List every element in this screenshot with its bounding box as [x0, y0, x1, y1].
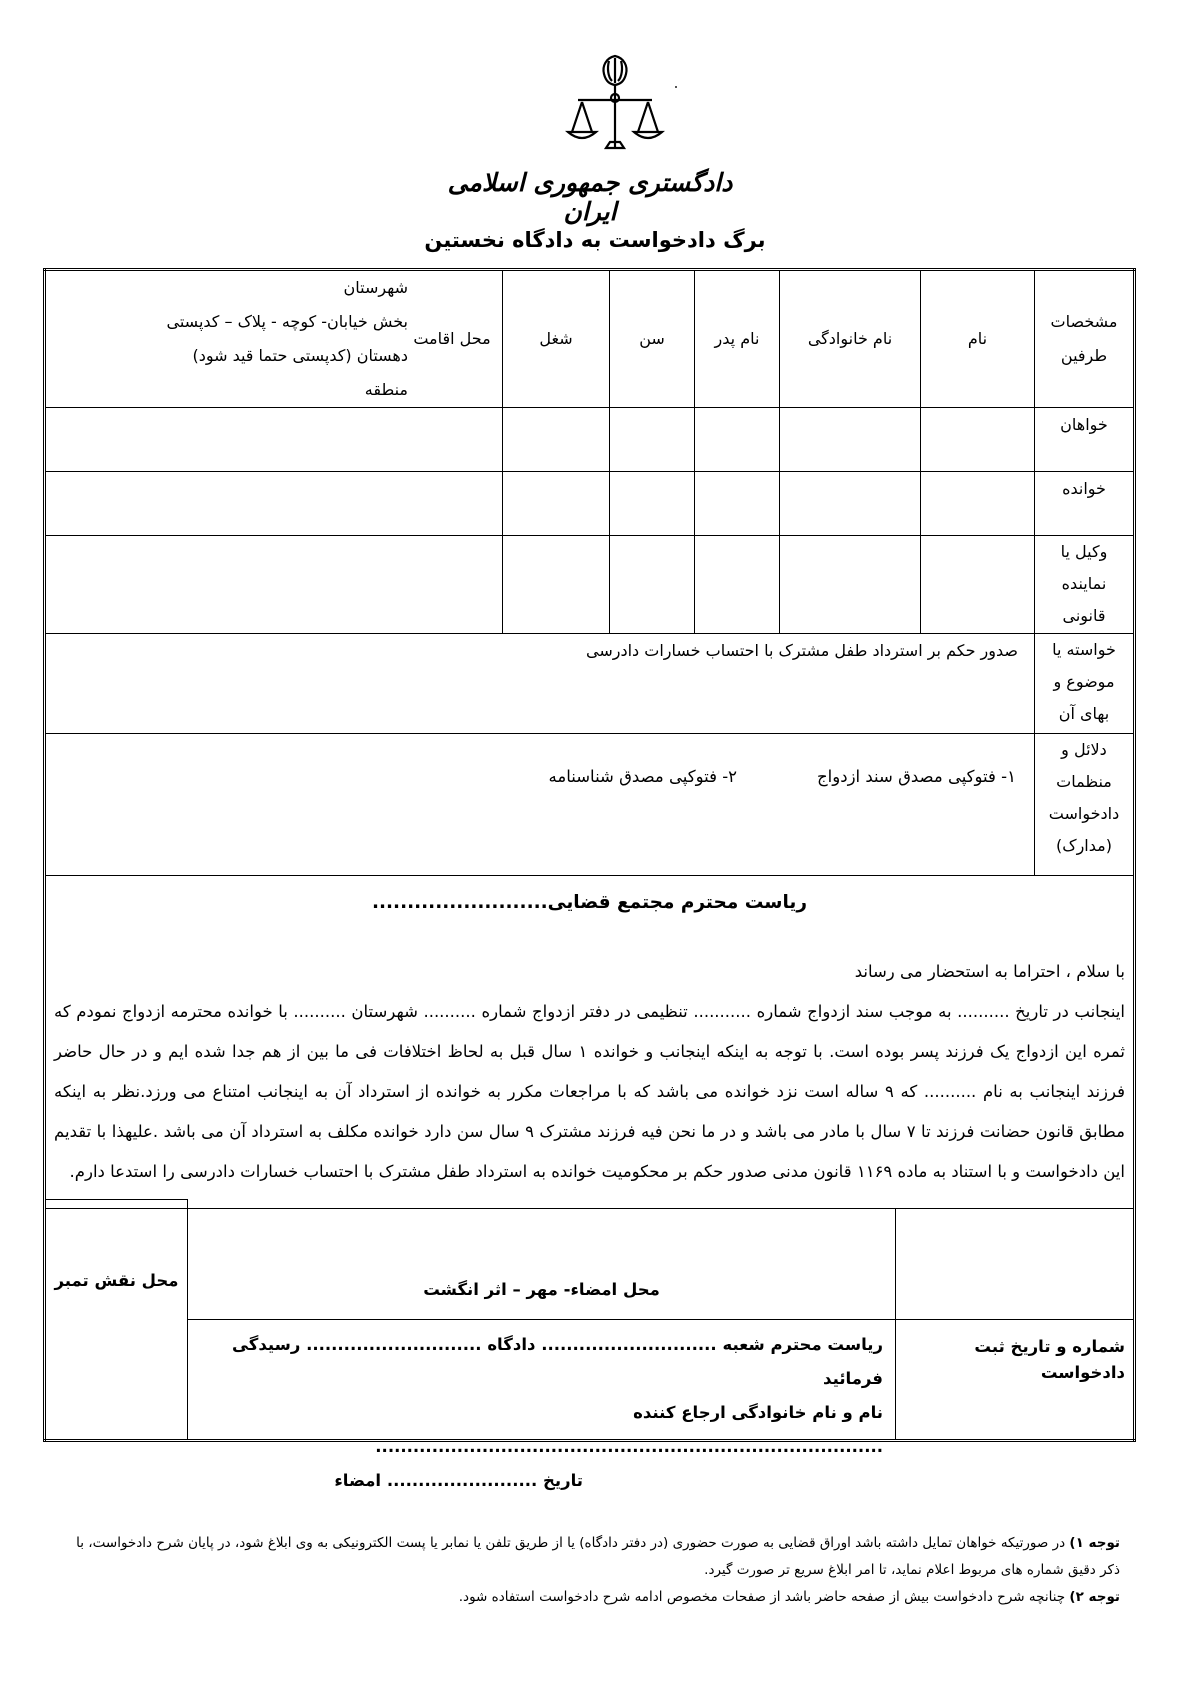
iran-emblem-logo — [560, 52, 670, 162]
job-header: شغل — [503, 270, 610, 408]
request-row — [45, 634, 1135, 734]
letter-row — [45, 876, 1135, 1441]
first-name-header: نام — [921, 270, 1035, 408]
residence-label: محل اقامت — [413, 329, 491, 348]
header-row — [45, 270, 1135, 408]
plaintiff-row — [45, 408, 1135, 472]
form-title: برگ دادخواست به دادگاه نخستین — [424, 228, 766, 252]
address-line-village: دهستان (کدپستی حتما قید شود) — [192, 346, 408, 365]
letter-cell — [45, 876, 1135, 1490]
plaintiff-first-name[interactable] — [921, 408, 1035, 472]
evidence-cell — [45, 734, 1035, 876]
last-name-header: نام خانوادگی — [780, 270, 921, 408]
defendant-label: خوانده — [1035, 472, 1135, 536]
defendant-row — [45, 472, 1135, 536]
organization-name: دادگستری جمهوری اسلامی ایران — [447, 168, 733, 226]
lawyer-job[interactable] — [503, 536, 610, 634]
evidence-item-1: ۱- فتوکپی مصدق سند ازدواج — [817, 767, 1016, 786]
address-line-region: منطقه — [364, 380, 408, 399]
scales-of-justice-icon — [560, 52, 670, 162]
lawyer-first-name[interactable] — [921, 536, 1035, 634]
letter-paragraph: اینجانب در تاریخ .......... به موجب سند ازدواج شماره ........... تنظیمی در دفتر ازدواج شماره .......... شهرستان .......... با خوانده محترمه ازدواج نمودم که ثمره این ازدواج یک فرزند پسر بوده است. با توجه به اینکه اینجانب و خوانده ۱ سال قبل به لحاظ اختلافات فی ما بین از هم جدا شده ایم و در حال حاضر فرزند اینجانب به نام .......... که ۹ ساله است نزد خوانده می باشد که با مراجعات مکرر به خوانده از استرداد آن به اینجانب امتناع می ورزد.نظر به اینکه مطابق قانون حضانت فرزند تا ۷ سال با مادر می باشد و در ما نحن فیه فرزند مشترک ۹ سال سن دارد خوانده مکلف به استرداد آن می باشد .علیهذا با تقدیم این دادخواست و با استناد به ماده ۱۱۶۹ قانون مدنی صدور حکم بر محکومیت خوانده به استرداد طفل مشترک با احتساب خسارات دادرسی را استدعا دارم. — [54, 1002, 1126, 1181]
note-1: توجه ۱) در صورتیکه خواهان تمایل داشته باشد اوراق قضایی به صورت حضوری (در دفتر دادگاه) یا از طریق تلفن یا نمابر یا پست الکترونیکی به وی ابلاغ شود، در پایان شرح دادخواست، با ذکر دقیق شماره های مربوط اعلام نماید، تا امر ابلاغ سریع تر صورت گیرد. — [76, 1535, 1120, 1578]
lawyer-residence[interactable] — [45, 536, 503, 634]
defendant-residence[interactable] — [45, 472, 503, 536]
referral-line-date: تاریخ ........................ امضاء — [334, 1471, 583, 1490]
letter-greeting: با سلام ، احتراما به استحضار می رساند — [854, 962, 1125, 981]
parties-header: مشخصات طرفین — [1035, 270, 1135, 408]
address-line-street: بخش خیابان- کوچه - پلاک – کدپستی — [166, 312, 408, 331]
signature-label: محل امضاء- مهر – اثر انگشت — [423, 1280, 660, 1299]
defendant-father-name[interactable] — [695, 472, 780, 536]
father-name-header: نام پدر — [695, 270, 780, 408]
plaintiff-job[interactable] — [503, 408, 610, 472]
lawyer-row — [45, 536, 1135, 634]
petition-form-table — [43, 268, 1136, 1490]
referral-box — [188, 1319, 895, 1490]
stray-dot — [675, 86, 677, 88]
address-line-city: شهرستان — [343, 278, 408, 297]
lawyer-label: وکیل یا نماینده قانونی — [1035, 536, 1135, 634]
evidence-label: دلائل و منظمات دادخواست (مدارک) — [1035, 734, 1135, 876]
defendant-age[interactable] — [610, 472, 695, 536]
request-text: صدور حکم بر استرداد طفل مشترک با احتساب خسارات دادرسی — [45, 634, 1035, 734]
defendant-last-name[interactable] — [780, 472, 921, 536]
plaintiff-label: خواهان — [1035, 408, 1135, 472]
lawyer-last-name[interactable] — [780, 536, 921, 634]
letter-heading: ریاست محترم مجتمع قضایی......................... — [371, 892, 808, 913]
plaintiff-father-name[interactable] — [695, 408, 780, 472]
defendant-job[interactable] — [503, 472, 610, 536]
lawyer-age[interactable] — [610, 536, 695, 634]
stamp-label: محل نقش تمبر — [54, 1271, 179, 1290]
request-label: خواسته یا موضوع و بهای آن — [1035, 634, 1135, 734]
signature-area[interactable] — [188, 1209, 895, 1319]
bottom-section — [46, 1208, 1133, 1490]
registration-box: شماره و تاریخ ثبت دادخواست — [895, 1319, 1133, 1439]
plaintiff-age[interactable] — [610, 408, 695, 472]
evidence-item-2: ۲- فتوکپی مصدق شناسنامه — [548, 767, 738, 786]
evidence-row — [45, 734, 1135, 876]
referral-line-branch: ریاست محترم شعبه ............................ دادگاه ............................ رسیدگی فرمائید — [232, 1335, 883, 1388]
lawyer-father-name[interactable] — [695, 536, 780, 634]
plaintiff-last-name[interactable] — [780, 408, 921, 472]
residence-header — [45, 270, 503, 408]
age-header: سن — [610, 270, 695, 408]
notes — [55, 1530, 1120, 1611]
referral-line-name: نام و نام خانوادگی ارجاع کننده ................................................................................. — [375, 1403, 883, 1456]
note-2: توجه ۲) چنانچه شرح دادخواست بیش از صفحه حاضر باشد از صفحات مخصوص ادامه شرح دادخواست استفاده شود. — [458, 1589, 1120, 1605]
defendant-first-name[interactable] — [921, 472, 1035, 536]
stamp-area[interactable] — [46, 1199, 188, 1439]
registration-spacer — [895, 1209, 1133, 1319]
letter-body — [46, 952, 1133, 1192]
plaintiff-residence[interactable] — [45, 408, 503, 472]
